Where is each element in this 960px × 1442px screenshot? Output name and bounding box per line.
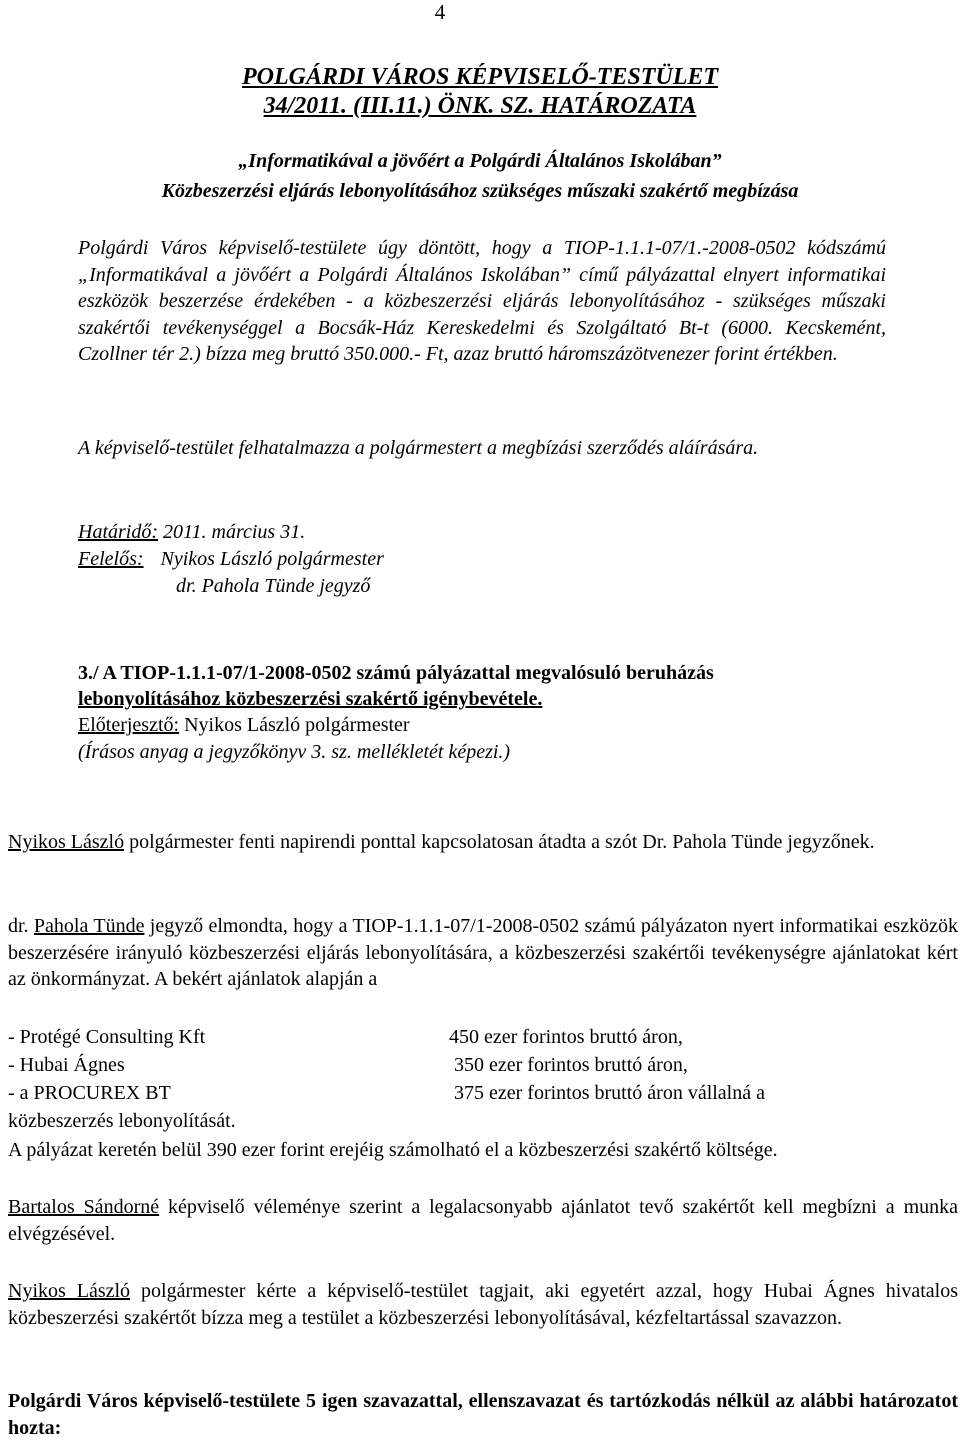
authorization-paragraph: A képviselő-testület felhatalmazza a polgármestert a megbízási szerződés aláírására. [78, 437, 759, 459]
responsible-line [78, 548, 384, 571]
speaker-name: Bartalos Sándorné [8, 1196, 160, 1218]
presenter-label: Előterjesztő: [78, 714, 180, 736]
minutes-paragraph-4: Nyikos László polgármester kérte a képviselő-testület tagjait, aki egyetért azzal, hogy Hubai Ágnes hivatalos közbeszerzési szakértőt bízza meg a testület a közbeszerzési lebonyolításával, kézfeltartással szavazzon. [8, 1280, 958, 1329]
responsible-label: Felelős: [78, 548, 144, 570]
attachment-note: (Írásos anyag a jegyzőkönyv 3. sz. mellékletét képezi.) [78, 741, 511, 763]
agenda-title-line2: lebonyolításához közbeszerzési szakértő igénybevétele. [78, 688, 543, 710]
presenter-name: Nyikos László polgármester [184, 714, 410, 736]
budget-sentence: A pályázat keretén belül 390 ezer forint erejéig számolható el a közbeszerzési szakértő költsége. [8, 1139, 778, 1161]
agenda-item-title [78, 660, 714, 712]
speaker-name: Nyikos László [8, 1280, 131, 1302]
agenda-title-line1: 3./ A TIOP-1.1.1-07/1-2008-0502 számú pályázattal megvalósuló beruházás [78, 662, 714, 684]
resolution-heading-line2: 34/2011. (III.11.) ÖNK. SZ. HATÁROZATA [263, 93, 697, 119]
speaker-name: Pahola Tünde [33, 915, 145, 937]
offer-price: 375 ezer forintos bruttó áron vállalná a [454, 1082, 765, 1104]
responsible-person1: Nyikos László polgármester [160, 548, 384, 570]
offer-row-3 [8, 1082, 765, 1105]
minutes-paragraph-2: dr. Pahola Tünde jegyző elmondta, hogy a TIOP-1.1.1-07/1-2008-0502 számú pályázaton nyert informatikai eszközök beszerzésére irányuló közbeszerzési eljárás lebonyolítására, a közbeszerzési szakértői tevékenységre ajánlatokat kért az önkormányzat. A bekért ajánlatok alapján a [8, 915, 958, 990]
decision-paragraph: Polgárdi Város képviselő-testülete úgy döntött, hogy a TIOP-1.1.1-07/1.-2008-0502 kódszámú „Informatikával a jövőért a Polgárdi Általános Iskolában” című pályázattal elnyert informatikai eszközök beszerzése érdekében - a közbeszerzési eljárás lebonyolításához - szükséges műszaki szakértői tevékenységgel a Bocsák-Ház Kereskedelmi és Szolgáltató Bt-t (6000. Kecskemént, Czollner tér 2.) bízza meg bruttó 350.000.- Ft, azaz bruttó háromszázötvenezer forint értékben. [78, 237, 886, 365]
offers-end: közbeszerzés lebonyolítását. [8, 1110, 236, 1132]
subject-line1: „Informatikával a jövőért a Polgárdi Általános Iskolában” [238, 150, 722, 172]
responsible-person2: dr. Pahola Tünde jegyző [176, 575, 371, 597]
offer-row-2 [8, 1054, 688, 1077]
deadline-label: Határidő: [78, 521, 158, 543]
deadline-value: 2011. március 31. [163, 521, 306, 543]
offer-name: - Protégé Consulting Kft [8, 1026, 206, 1048]
minutes-paragraph-3: Bartalos Sándorné képviselő véleménye szerint a legalacsonyabb ajánlatot tevő szakértőt kell megbízni a munka elvégzésével. [8, 1196, 958, 1245]
offer-price: 350 ezer forintos bruttó áron, [454, 1054, 688, 1076]
offer-name: - a PROCUREX BT [8, 1082, 171, 1104]
speaker-name: Nyikos László [8, 831, 125, 853]
presenter-line [78, 714, 410, 737]
resolution-heading-line1: POLGÁRDI VÁROS KÉPVISELŐ-TESTÜLET [241, 64, 719, 90]
offer-price: 450 ezer forintos bruttó áron, [449, 1026, 683, 1048]
minutes-paragraph-1: Nyikos László polgármester fenti napirendi ponttal kapcsolatosan átadta a szót Dr. Pahola Tünde jegyzőnek. [8, 831, 875, 853]
subject-line2: Közbeszerzési eljárás lebonyolításához szükséges műszaki szakértő megbízása [161, 180, 799, 202]
page-number: 4 [434, 0, 446, 24]
offer-row-1 [8, 1026, 683, 1049]
offer-name: - Hubai Ágnes [8, 1054, 125, 1076]
deadline-line [78, 521, 305, 544]
vote-result-paragraph: Polgárdi Város képviselő-testülete 5 igen szavazattal, ellenszavazat és tartózkodás nélkül az alábbi határozatot hozta: [8, 1390, 958, 1439]
